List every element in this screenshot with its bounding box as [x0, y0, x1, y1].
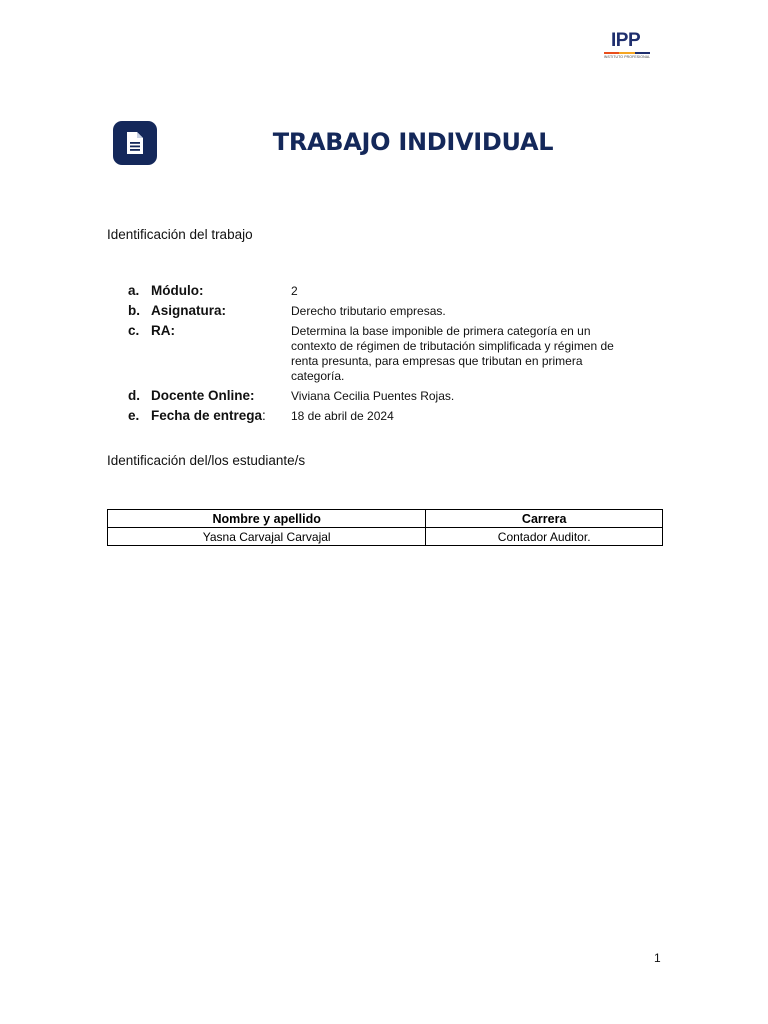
- item-label-suffix: :: [262, 408, 266, 423]
- students-section-heading: Identificación del/los estudiante/s: [107, 453, 306, 468]
- students-table: [107, 509, 663, 546]
- item-label: Fecha de entrega: [151, 408, 263, 423]
- item-value: 2: [291, 284, 298, 298]
- logo-text: IPP: [611, 30, 641, 51]
- student-career: Contador Auditor.: [426, 528, 663, 546]
- work-details-list: [128, 283, 648, 428]
- item-letter: a.: [128, 283, 140, 298]
- table-header-name: Nombre y apellido: [108, 510, 426, 528]
- item-value: 18 de abril de 2024: [291, 409, 394, 423]
- table-header-career: Carrera: [426, 510, 663, 528]
- logo-subtitle: INSTITUTO PROFESIONAL: [603, 55, 651, 59]
- table-row: [108, 528, 663, 546]
- page-title: TRABAJO INDIVIDUAL: [272, 128, 554, 156]
- item-value: Determina la base imponible de primera categoría en un contexto de régimen de tributación simplificada y régimen de renta presunta, para empresas que tributan en primera categoría.: [291, 324, 614, 383]
- item-label: RA:: [151, 323, 175, 338]
- student-name: Yasna Carvajal Carvajal: [108, 528, 426, 546]
- item-value: Viviana Cecilia Puentes Rojas.: [291, 389, 455, 403]
- item-letter: c.: [128, 323, 140, 338]
- list-item: [128, 283, 648, 299]
- item-label: Módulo:: [151, 283, 204, 298]
- ipp-logo: [601, 30, 653, 62]
- table-header-row: [108, 510, 663, 528]
- list-item: [128, 388, 648, 404]
- work-section-heading: Identificación del trabajo: [107, 227, 253, 242]
- item-value: Derecho tributario empresas.: [291, 304, 446, 318]
- item-letter: e.: [128, 408, 140, 423]
- item-letter: b.: [128, 303, 140, 318]
- list-item: [128, 323, 648, 384]
- list-item: [128, 303, 648, 319]
- item-label: Docente Online:: [151, 388, 255, 403]
- item-letter: d.: [128, 388, 140, 403]
- page-number: 1: [654, 951, 661, 965]
- item-label: Asignatura:: [151, 303, 227, 318]
- logo-color-bar: [604, 52, 650, 54]
- list-item: [128, 408, 648, 424]
